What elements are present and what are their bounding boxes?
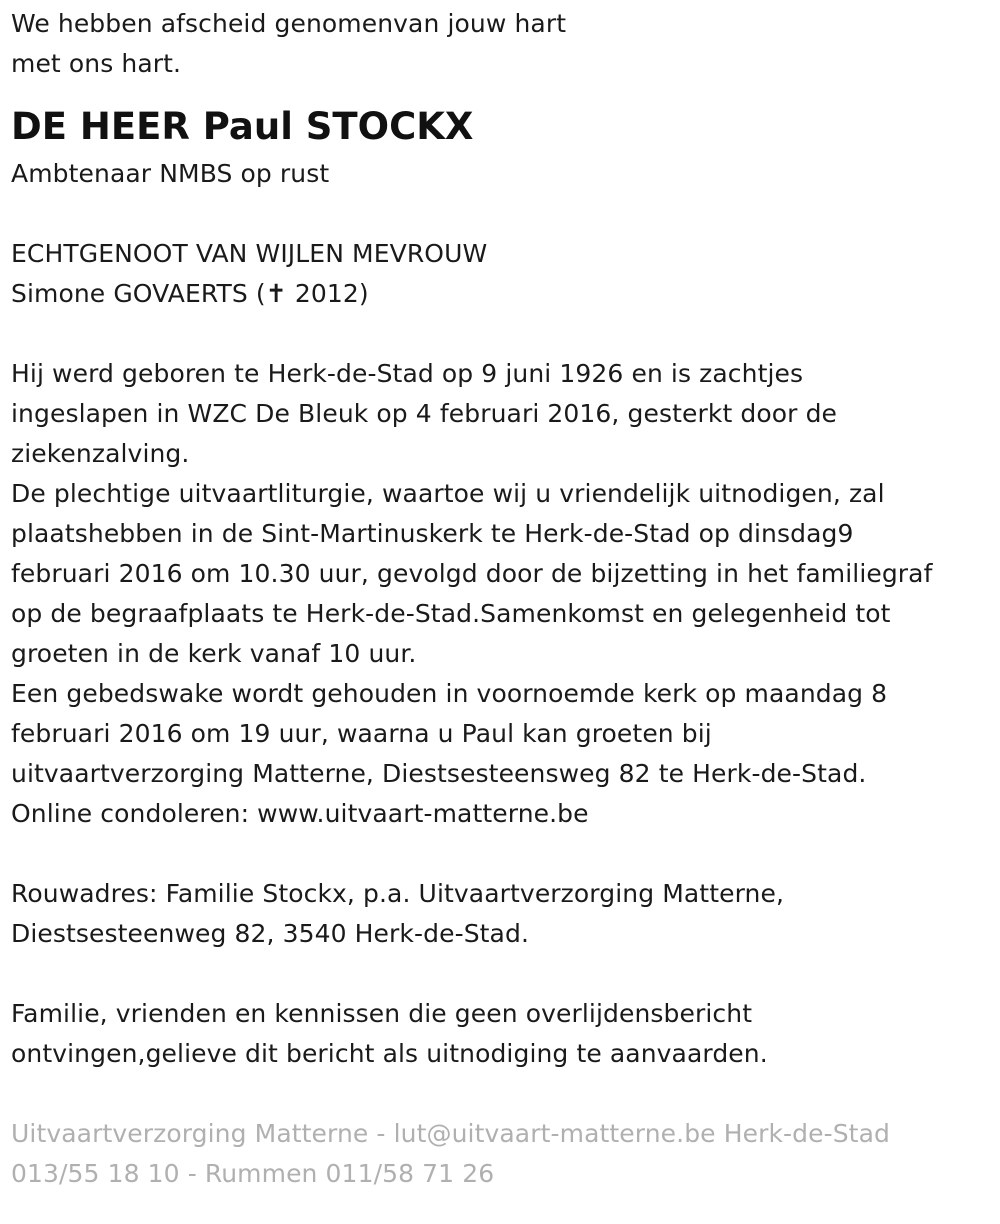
announcement-line: ingeslapen in WZC De Bleuk op 4 februari 2016, gesterkt door de bbox=[11, 399, 838, 428]
announcement-line: ziekenzalving. bbox=[11, 439, 190, 468]
closing-note bbox=[11, 994, 1000, 1074]
opening-verse bbox=[11, 4, 1000, 84]
announcement-line: Een gebedswake wordt gehouden in voornoemde kerk op maandag 8 bbox=[11, 679, 888, 708]
deceased-occupation: Ambtenaar NMBS op rust bbox=[11, 159, 330, 188]
spouse-section bbox=[11, 234, 1000, 314]
footer-line: Uitvaartverzorging Matterne - lut@uitvaart-matterne.be Herk-de-Stad bbox=[11, 1119, 890, 1148]
spacer bbox=[11, 954, 1000, 994]
spacer bbox=[11, 1074, 1000, 1114]
announcement-line: februari 2016 om 10.30 uur, gevolgd door de bijzetting in het familiegraf bbox=[11, 559, 933, 588]
closing-line: ontvingen,gelieve dit bericht als uitnodiging te aanvaarden. bbox=[11, 1039, 768, 1068]
announcement-line: Hij werd geboren te Herk-de-Stad op 9 juni 1926 en is zachtjes bbox=[11, 359, 804, 388]
mourning-address bbox=[11, 874, 1000, 954]
announcement-text bbox=[11, 354, 1000, 834]
announcement-line: De plechtige uitvaartliturgie, waartoe wij u vriendelijk uitnodigen, zal bbox=[11, 479, 885, 508]
address-line: Rouwadres: Familie Stockx, p.a. Uitvaartverzorging Matterne, bbox=[11, 879, 784, 908]
address-line: Diestsesteenweg 82, 3540 Herk-de-Stad. bbox=[11, 919, 529, 948]
funeral-home-footer bbox=[11, 1114, 1000, 1194]
spouse-line: ECHTGENOOT VAN WIJLEN MEVROUW bbox=[11, 239, 488, 268]
announcement-line: groeten in de kerk vanaf 10 uur. bbox=[11, 639, 417, 668]
footer-line: 013/55 18 10 - Rummen 011/58 71 26 bbox=[11, 1159, 495, 1188]
announcement-line: uitvaartverzorging Matterne, Diestsesteensweg 82 te Herk-de-Stad. bbox=[11, 759, 867, 788]
closing-line: Familie, vrienden en kennissen die geen overlijdensbericht bbox=[11, 999, 753, 1028]
announcement-line: Online condoleren: www.uitvaart-matterne.be bbox=[11, 799, 589, 828]
opening-line: met ons hart. bbox=[11, 49, 182, 78]
spouse-line: Simone GOVAERTS (✝ 2012) bbox=[11, 279, 369, 308]
deceased-name: DE HEER Paul STOCKX bbox=[11, 105, 474, 148]
opening-line: We hebben afscheid genomenvan jouw hart bbox=[11, 9, 567, 38]
spacer bbox=[11, 834, 1000, 874]
spacer bbox=[11, 194, 1000, 234]
announcement-line: plaatshebben in de Sint-Martinuskerk te Herk-de-Stad op dinsdag9 bbox=[11, 519, 854, 548]
announcement-line: februari 2016 om 19 uur, waarna u Paul kan groeten bij bbox=[11, 719, 712, 748]
spacer bbox=[11, 314, 1000, 354]
announcement-line: op de begraafplaats te Herk-de-Stad.Samenkomst en gelegenheid tot bbox=[11, 599, 891, 628]
